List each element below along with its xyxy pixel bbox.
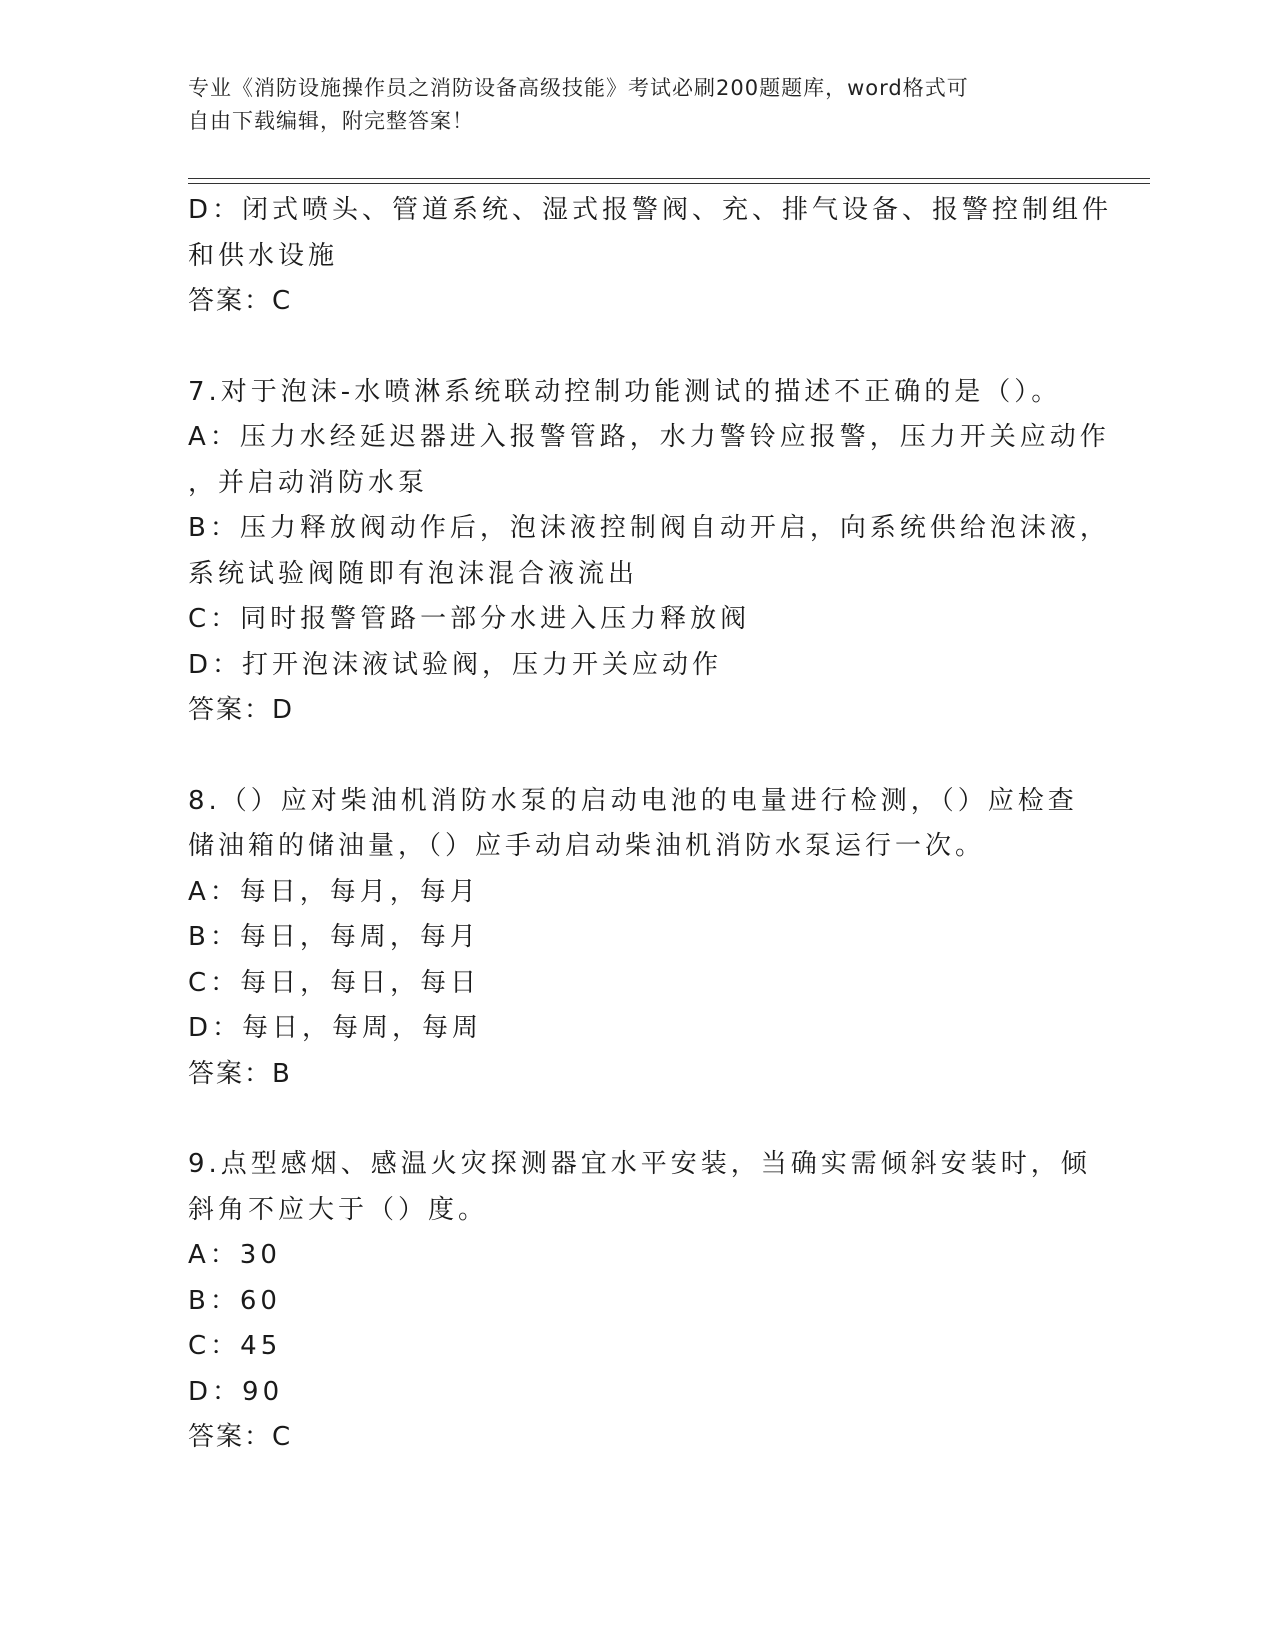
q7-option-a-line-1: A：压力水经延迟器进入报警管路，水力警铃应报警，压力开关应动作 (188, 422, 1110, 452)
q8-option-c: C：每日，每日，每日 (188, 967, 481, 998)
q8-stem-line-2: 储油箱的储油量，（）应手动启动柴油机消防水泵运行一次。 (188, 831, 986, 861)
header-title-line-2: 自由下载编辑，附完整答案！ (188, 109, 474, 133)
q8-answer: 答案：B (188, 1058, 292, 1089)
q9-stem-line-2: 斜角不应大于（）度。 (188, 1194, 489, 1225)
q8-option-d: D：每日，每周，每周 (188, 1013, 483, 1043)
spacer (188, 1097, 1088, 1142)
q7-option-d: D：打开泡沫液试验阀，压力开关应动作 (188, 649, 723, 680)
question-8-block (188, 779, 1088, 1098)
q9-option-b: B：60 (188, 1285, 281, 1316)
header-title-line-1: 专业《消防设施操作员之消防设备高级技能》考试必刷200题题库，word格式可 (188, 76, 969, 100)
q6-option-d-line-2: 和供水设施 (188, 240, 339, 271)
q8-option-a: A：每日，每月，每月 (188, 876, 480, 907)
spacer (188, 325, 1088, 370)
question-content (188, 188, 1113, 1461)
q7-option-b-line-2: 系统试验阀随即有泡沫混合液流出 (188, 558, 639, 589)
q8-stem-line-1: 8.（）应对柴油机消防水泵的启动电池的电量进行检测，（）应检查 (188, 785, 1078, 816)
document-header (188, 72, 1088, 138)
q9-option-d: D：90 (188, 1376, 284, 1407)
header-divider-bottom (188, 183, 1150, 184)
q9-option-c: C：45 (188, 1331, 282, 1361)
q7-option-b-line-1: B：压力释放阀动作后，泡沫液控制阀自动开启，向系统供给泡沫液， (188, 513, 1110, 543)
q7-answer: 答案：D (188, 695, 295, 725)
q7-option-a-line-2: ，并启动消防水泵 (188, 467, 429, 498)
q7-stem: 7.对于泡沫-水喷淋系统联动控制功能测试的描述不正确的是（）。 (188, 376, 1062, 407)
q6-option-d-line-1: D：闭式喷头、管道系统、湿式报警阀、充、排气设备、报警控制组件 (188, 195, 1113, 225)
question-6-block (188, 188, 1113, 325)
question-7-block (188, 370, 1110, 734)
q9-stem-line-1: 9.点型感烟、感温火灾探测器宜水平安装，当确实需倾斜安装时，倾 (188, 1149, 1091, 1179)
question-9-block (188, 1142, 1091, 1461)
q9-option-a: A：30 (188, 1240, 281, 1270)
q6-answer: 答案：C (188, 286, 293, 316)
q7-option-c: C：同时报警管路一部分水进入压力释放阀 (188, 604, 751, 634)
q8-option-b: B：每日，每周，每月 (188, 922, 480, 952)
header-divider-top (188, 178, 1150, 179)
q9-answer: 答案：C (188, 1422, 293, 1452)
spacer (188, 734, 1088, 779)
